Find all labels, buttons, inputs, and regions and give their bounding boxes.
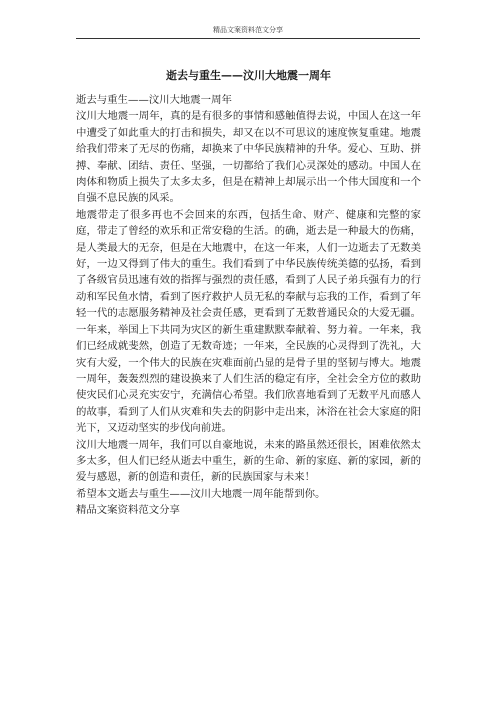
document-body (76, 58, 421, 519)
paragraph-3: 汶川大地震一周年，我们可以自豪地说，未来的路虽然还很长，困难依然太多太多，但人们已经从逝去中重生，新的生命、新的家庭、新的家园，新的爱与感恩，新的创造和责任，新的民族国家与未来！ (76, 438, 421, 484)
page-header: 精品文案资料范文分享 (76, 22, 420, 39)
paragraph-1: 汶川大地震一周年，真的是有很多的事情和感触值得去说，中国人在这一年中遭受了如此重大的打击和损失，却又在以不可思议的速度恢复重建。地震给我们带来了无尽的伤痛，却换来了中华民族精神的升华。爱心、互助、拼搏、奉献、团结、责任、坚强，一切都给了我们心灵深处的感动。中国人在肉体和物质上损失了太多太多，但是在精神上却展示出一个伟大国度和一个自强不息民族的风采。 (76, 110, 421, 205)
closing-line: 希望本文逝去与重生——汶川大地震一周年能帮到你。 (76, 487, 326, 500)
paragraph-2: 地震带走了很多再也不会回来的东西，包括生命、财产、健康和完整的家庭，带走了曾经的欢乐和正常安稳的生活。的确，逝去是一种最大的伤痛，是人类最大的无奈，但是在大地震中，在这一年来，人们一边逝去了无数美好，一边又得到了伟大的重生。我们看到了中华民族传统美德的弘扬，看到了各级官员迅速有效的指挥与强烈的责任感，看到了人民子弟兵强有力的行动和军民鱼水情，看到了医疗救护人员无私的奉献与忘我的工作，看到了年轻一代的志愿服务精神及社会责任感，更看到了无数普通民众的大爱无疆。一年来，举国上下共同为灾区的新生重建默默奉献着、努力着。一年来，我们已经成就斐然，创造了无数奇迹；一年来，全民族的心灵得到了洗礼，大灾有大爱，一个伟大的民族在灾难面前凸显的是骨子里的坚韧与博大。地震一周年，轰轰烈烈的建设换来了人们生活的稳定有序，全社会全方位的救助使灾民们心灵充实安宁，充满信心希望。我们欣喜地看到了无数平凡而感人的故事，看到了人们从灾难和失去的阴影中走出来，沐浴在社会大家庭的阳光下，又迈动坚实的步伐向前进。 (76, 208, 421, 435)
footer-text: 精品文案资料范文分享 (76, 504, 180, 517)
document-subtitle: 逝去与重生——汶川大地震一周年 (76, 94, 232, 106)
document-title: 逝去与重生——汶川大地震一周年 (166, 69, 331, 82)
